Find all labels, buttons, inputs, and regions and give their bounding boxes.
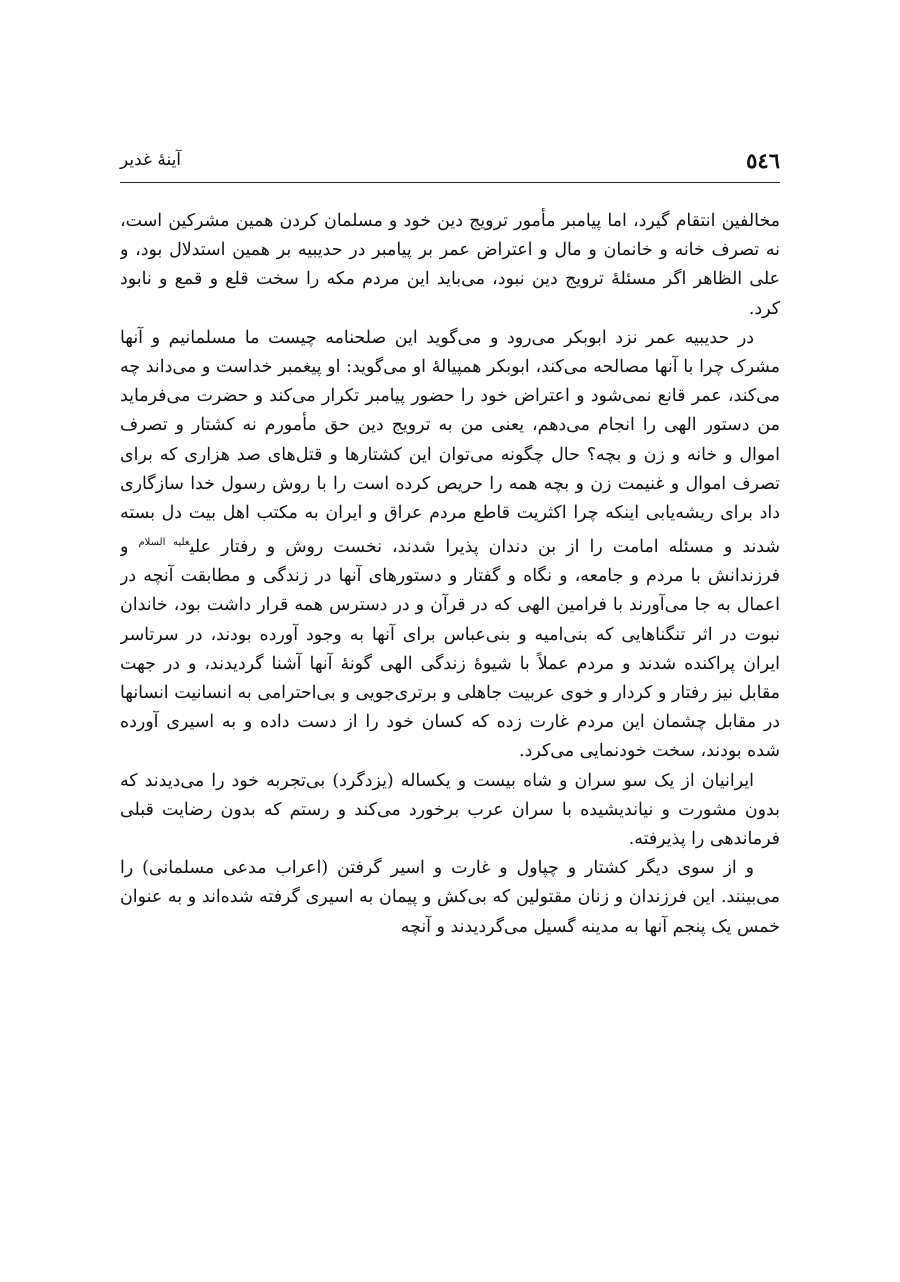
paragraph-2 — [120, 324, 780, 767]
body-text — [120, 207, 780, 1247]
paragraph-4: و از سوی دیگر کشتار و چپاول و غارت و اسیر گرفتن (اعراب مدعی مسلمانی) را می‌بینند. این فرزندان و زنان مقتولین که بی‌کش و پیمان به اسیری گرفته شده‌اند و به عنوان خمس یک پنجم آنها به مدینه گسیل می‌گردیدند و آنچه — [120, 858, 780, 937]
paragraph-2-part-2: و فرزندانش با مردم و جامعه، و نگاه و گفتار و دستورهای آنها در زندگی و مطابقت آنچه در اعمال به جا می‌آورند با فرامین الهی که در قرآن و در دسترس همه قرار داشت بود، خاندان نبوت در اثر تنگناهایی که بنی‌امیه و بنی‌عباس برای آنها به وجود آورده بودند، در سرتاسر ایران پراکنده شدند و مردم عملاً با شیوهٔ زندگی الهی گونهٔ آنها آشنا گردیدند، و در جهت مقابل نیز رفتار و کردار و خوی عربیت جاهلی و برتری‌جویی و بی‌احترامی به انسانیت انسانها در مقابل چشمان این مردم غارت زده که کسان خود را از دست داده و به اسیری آورده شده بودند، سخت خودنمایی می‌کرد. — [120, 537, 780, 762]
paragraph-2-part-1: در حدیبیه عمر نزد ابوبکر می‌رود و می‌گوید این صلحنامه چیست ما مسلمانیم و آنها مشرک چرا با آنها مصالحه می‌کند، ابوبکر همپیالهٔ او می‌گوید: او پیغمبر خداست و می‌داند چه می‌کند، عمر قانع نمی‌شود و اعتراض خود را حضور پیامبر تکرار می‌کند و حضرت می‌فرماید من دستور الهی را انجام می‌دهم، یعنی من به ترویج دین حق مأمورم نه کشتار و تصرف اموال و خانه و زن و بچه؟ حال چگونه می‌توان این کشتارها و قتل‌های صد هزاری که برای تصرف اموال و غنیمت زن و بچه همه را حریص کرده است را با روش رسول خدا سازگاری داد برای ریشه‌یابی اینکه چرا اکثریت قاطع مردم عراق و ایران به مکتب اهل بیت دل بسته شدند و مسئله امامت را از بن دندان پذیرا شدند، نخست روش و رفتار علی — [120, 327, 780, 558]
honorific-mark: عليه السلام — [138, 537, 190, 549]
page-number: ٥٤٦ — [746, 148, 780, 173]
paragraph-1: مخالفین انتقام گیرد، اما پیامبر مأمور ترویج دین خود و مسلمان کردن همین مشرکین است، نه تصرف خانه و خانمان و مال و اعتراض عمر بر پیامبر در حدیبیه بر همین استدلال بود، و علی الظاهر اگر مسئلهٔ ترویج دین نبود، می‌باید این مردم مکه را سخت قلع و قمع و نابود کرد. — [120, 211, 780, 319]
running-header — [120, 148, 780, 183]
paragraph-3: ایرانیان از یک سو سران و شاه بیست و یکساله (یزدگرد) بی‌تجربه خود را می‌دیدند که بدون مشورت و نیاندیشیده با سران عرب برخورد می‌کند و رستم که بدون رضایت قبلی فرماندهی را پذیرفته. — [120, 770, 780, 850]
book-title: آینهٔ غدیر — [120, 150, 182, 170]
